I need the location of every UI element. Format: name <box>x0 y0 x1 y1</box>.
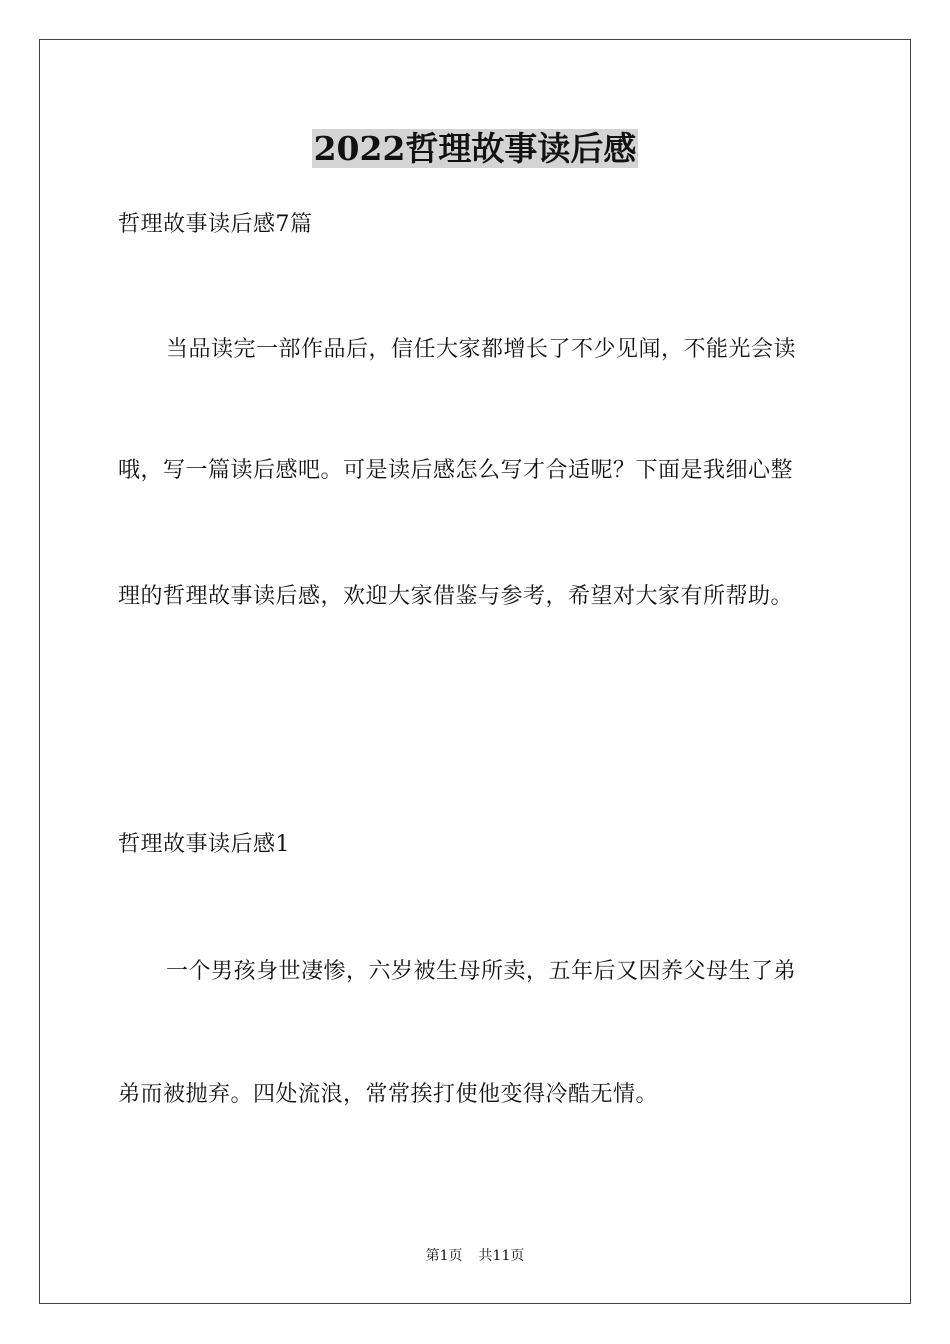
page-footer <box>0 1246 950 1266</box>
page-total: 共11页 <box>478 1248 525 1264</box>
paragraph-line: 当品读完一部作品后，信任大家都增长了不少见闻，不能光会读 <box>166 337 797 362</box>
section-heading: 哲理故事读后感1 <box>118 832 290 857</box>
paragraph-line: 弟而被抛弃。四处流浪，常常挨打使他变得冷酷无情。 <box>118 1082 659 1107</box>
document-title-text: 2022哲理故事读后感 <box>313 129 637 168</box>
document-title <box>0 126 950 172</box>
page-number: 第1页 <box>425 1248 463 1264</box>
paragraph-line: 哦，写一篇读后感吧。可是读后感怎么写才合适呢？下面是我细心整 <box>118 458 794 483</box>
paragraph-line: 一个男孩身世凄惨，六岁被生母所卖，五年后又因养父母生了弟 <box>166 959 797 984</box>
paragraph-line: 理的哲理故事读后感，欢迎大家借鉴与参考，希望对大家有所帮助。 <box>118 584 794 609</box>
document-subtitle: 哲理故事读后感7篇 <box>118 212 313 237</box>
